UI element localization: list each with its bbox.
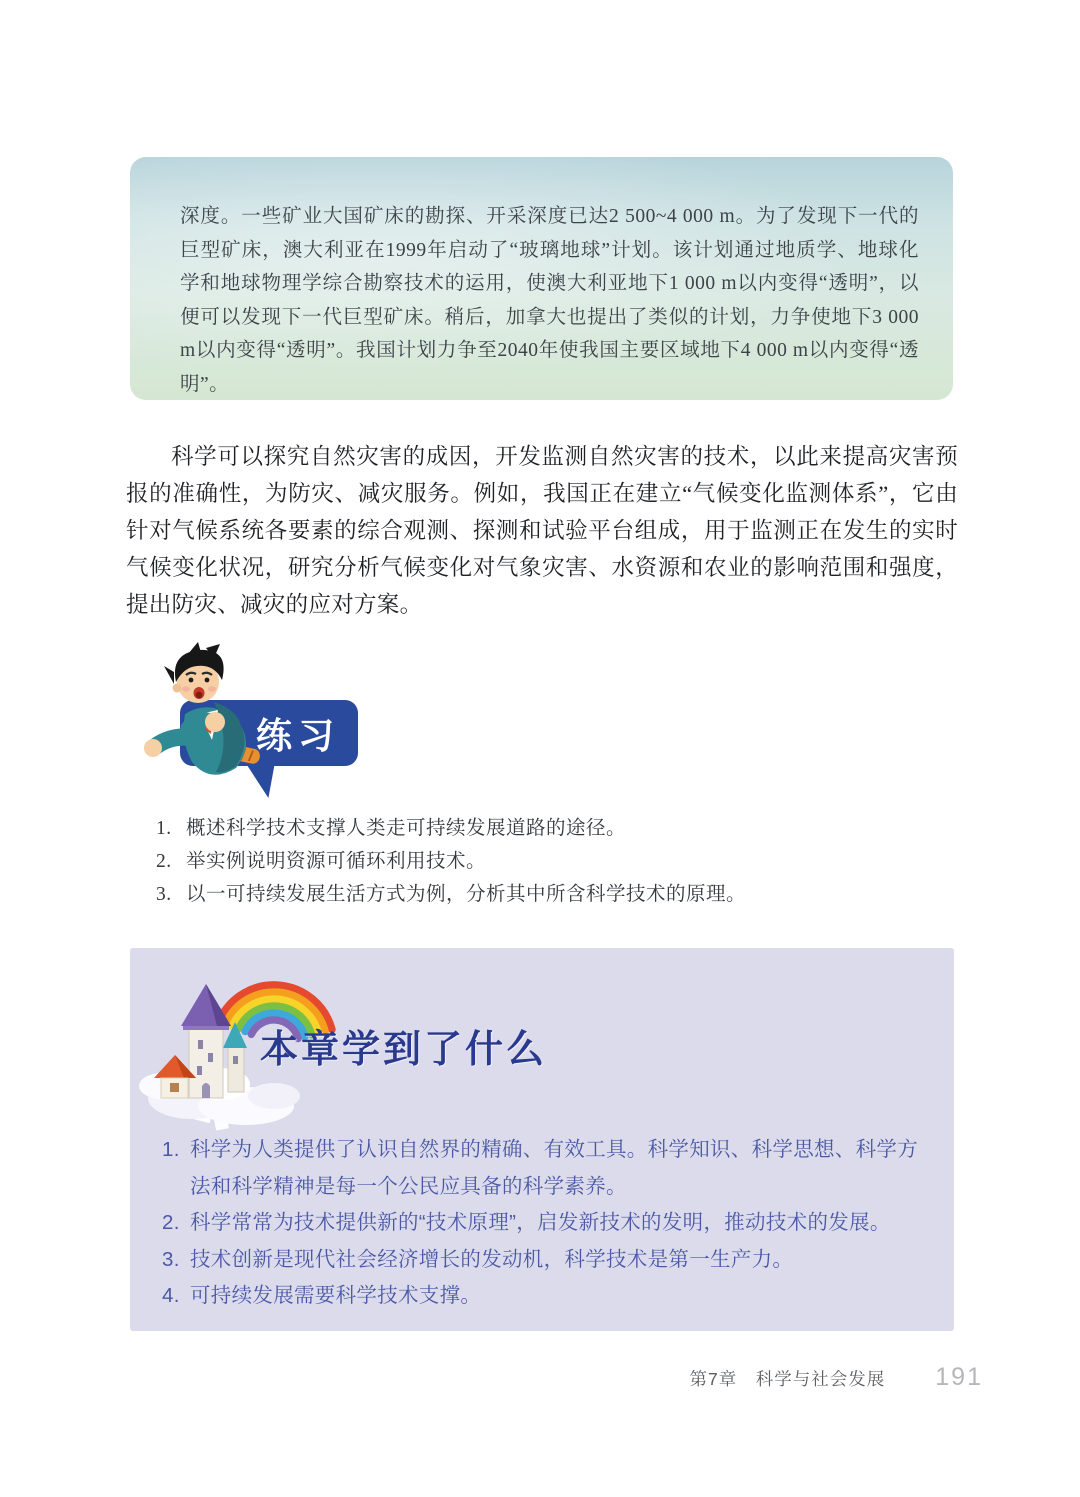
exercise-item: 概述科学技术支撑人类走可持续发展道路的途径。 (186, 818, 627, 839)
exercise-badge-label: 练习 (255, 714, 340, 756)
exercise-item: 举实例说明资源可循环利用技术。 (186, 851, 487, 872)
summary-item: 技术创新是现代社会经济增长的发动机，科学技术是第一生产力。 (190, 1247, 794, 1271)
body-paragraph: 科学可以探究自然灾害的成因，开发监测自然灾害的技术，以此来提高灾害预报的准确性，为防灾、减灾服务。例如，我国正在建立“气候变化监测体系”，它由针对气候系统各要素的综合观测、探测和试验平台组成，用于监测正在发生的实时气候变化状况，研究分析气候变化对气象灾害、水资源和农业的影响范围和强度，提出防灾、减灾的应对方案。 (126, 444, 958, 617)
footer-chapter-label: 第7章 科学与社会发展 (689, 1369, 886, 1389)
summary-item: 科学为人类提供了认识自然界的精确、有效工具。科学知识、科学思想、科学方法和科学精神是每一个公民应具备的科学素养。 (190, 1138, 918, 1198)
chapter-summary-title: 本章学到了什么 (260, 1029, 548, 1071)
chapter-summary-box (130, 948, 954, 1331)
cartoon-boy-mascot-icon (140, 642, 275, 792)
info-box-mining-depth (130, 157, 953, 400)
summary-item: 科学常常为技术提供新的“技术原理”，启发新技术的发明，推动技术的发展。 (190, 1211, 891, 1234)
summary-item: 可持续发展需要科学技术支撑。 (190, 1284, 482, 1307)
info-box-text: 深度。一些矿业大国矿床的勘探、开采深度已达2 500~4 000 m。为了发现下一代的巨型矿床，澳大利亚在1999年启动了“玻璃地球”计划。该计划通过地质学、地球化学和地球物理学综合勘察技术的运用，使澳大利亚地下1 000 m以内变得“透明”，以便可以发现下一代巨型矿床。稍后，加拿大也提出了类似的计划，力争使地下3 000 m以内变得“透明”。我国计划力争至2040年使我国主要区域地下4 000 m以内变得“透明”。 (180, 206, 919, 395)
exercise-list (156, 812, 876, 911)
exercise-header (140, 642, 440, 807)
chapter-summary-list (160, 1132, 936, 1315)
footer-page-number: 191 (935, 1363, 983, 1391)
page-footer (690, 1363, 983, 1392)
exercise-item: 以一可持续发展生活方式为例，分析其中所含科学技术的原理。 (186, 884, 747, 905)
